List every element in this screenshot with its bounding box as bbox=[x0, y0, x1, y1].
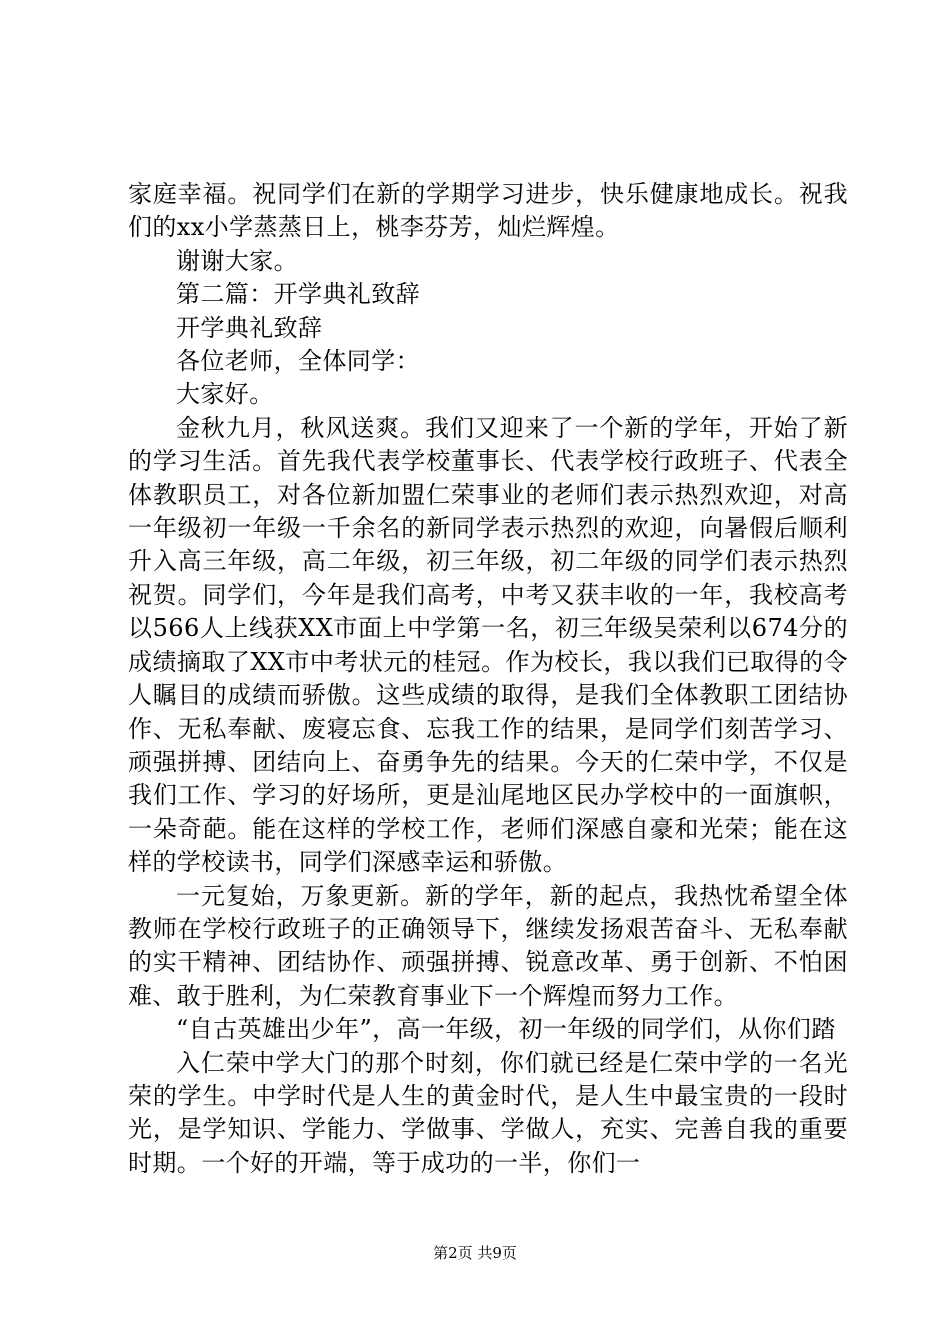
section-heading: 第二篇：开学典礼致辞 bbox=[176, 280, 420, 309]
paragraph: 金秋九月，秋风送爽。我们又迎来了一个新的学年，开始了新的学习生活。首先我代表学校董事长、代表学校行政班子、代表全体教职员工，对各位新加盟仁荣事业的老师们表示热烈欢迎，对高一年级初一年级一千余名的新同学表示热烈的欢迎，向暑假后顺利升入高三年级，高二年级，初三年级，初二年级的同学们表示热烈祝贺。同学们，今年是我们高考，中考又获丰收的一年，我校高考以566人上线获XX市面上中学第一名，初三年级吴荣利以674分的成绩摘取了XX市中考状元的桂冠。作为校长，我以我们已取得的令人瞩目的成绩而骄傲。这些成绩的取得，是我们全体教职工团结协作、无私奉献、废寝忘食、忘我工作的结果，是同学们刻苦学习、顽强拼搏、团结向上、奋勇争先的结果。今天的仁荣中学，不仅是我们工作、学习的好场所，更是汕尾地区民办学校中的一面旗帜，一朵奇葩。能在这样的学校工作，老师们深感自豪和光荣；能在这样的学校读书，同学们深感幸运和骄傲。 bbox=[128, 413, 848, 877]
paragraph: 一元复始，万象更新。新的学年，新的起点，我热忱希望全体教师在学校行政班子的正确领导下，继续发扬艰苦奋斗、无私奉献的实干精神、团结协作、顽强拼搏、锐意改革、勇于创新、不怕困难、敢于胜利，为仁荣教育事业下一个辉煌而努力工作。 bbox=[128, 881, 848, 1010]
paragraph: 家庭幸福。祝同学们在新的学期学习进步，快乐健康地成长。祝我们的xx小学蒸蒸日上，桃李芬芳，灿烂辉煌。 bbox=[128, 180, 848, 242]
greeting: 大家好。 bbox=[176, 380, 274, 409]
paragraph: 入仁荣中学大门的那个时刻，你们就已经是仁荣中学的一名光荣的学生。中学时代是人生的黄金时代，是人生中最宝贵的一段时光，是学知识、学能力、学做事、学做人，充实、完善自我的重要时期。一个好的开端，等于成功的一半，你们一 bbox=[128, 1048, 848, 1177]
salutation: 各位老师，全体同学： bbox=[176, 347, 420, 376]
document-body bbox=[128, 178, 848, 1180]
paragraph: 谢谢大家。 bbox=[176, 246, 298, 275]
speech-title: 开学典礼致辞 bbox=[176, 313, 323, 342]
paragraph: “自古英雄出少年”，高一年级，初一年级的同学们，从你们踏 bbox=[176, 1015, 836, 1044]
page-number: 第2页 共9页 bbox=[433, 1244, 517, 1262]
